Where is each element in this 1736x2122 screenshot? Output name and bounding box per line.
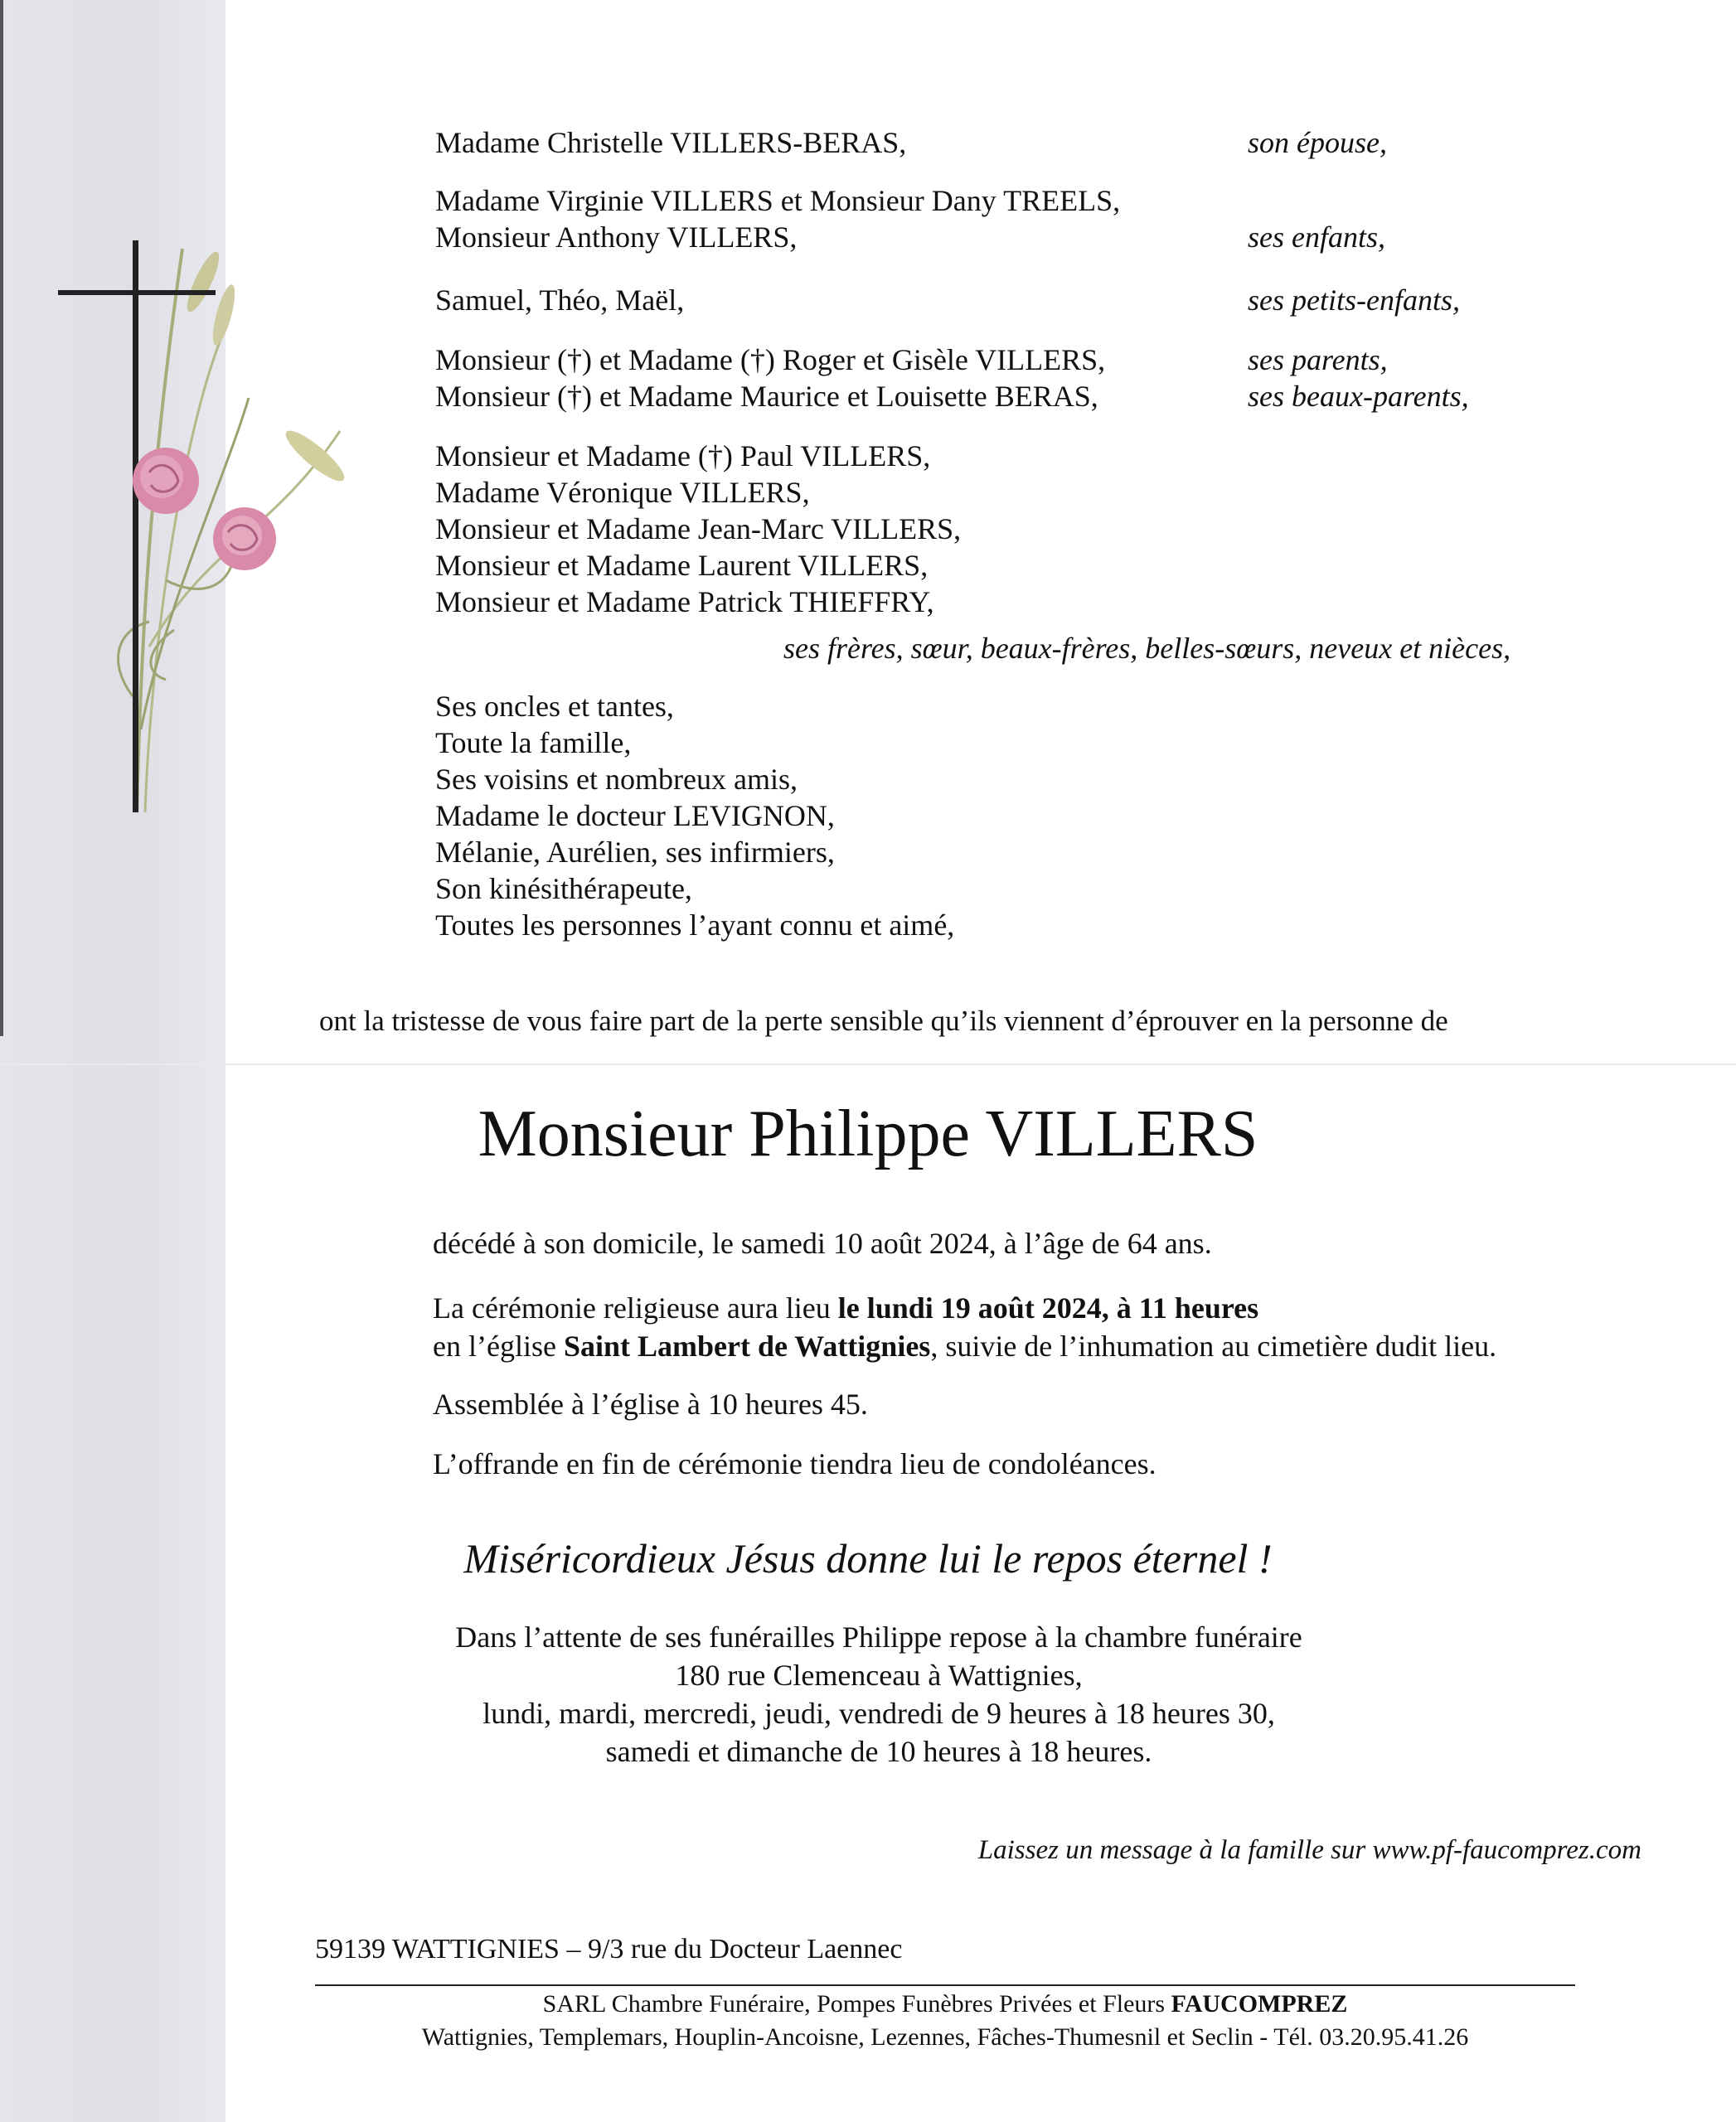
sibling-line: Monsieur et Madame (†) Paul VILLERS, — [435, 439, 931, 472]
ceremony-line-2 — [433, 1328, 1496, 1364]
in-laws-names: Monsieur (†) et Madame Maurice et Louisette BERAS, — [435, 380, 1098, 413]
funeral-home-line: Dans l’attente de ses funérailles Philippe repose à la chambre funéraire — [455, 1621, 1302, 1654]
child-line: Madame Virginie VILLERS et Monsieur Dany TREELS, — [435, 184, 1121, 217]
card-fold-line — [0, 1063, 1736, 1065]
ceremony-text: en l’église — [433, 1330, 564, 1363]
sibling-line: Monsieur et Madame Laurent VILLERS, — [435, 549, 929, 582]
other-mourners — [435, 688, 954, 943]
parents-relation: ses parents, — [1248, 343, 1388, 376]
footer-locations: Wattignies, Templemars, Houplin-Ancoisne, Lezennes, Fâches-Thumesnil et Seclin - Tél. 03.20.95.41.26 — [421, 2023, 1469, 2051]
cross-with-roses-and-wheat-icon — [58, 232, 373, 829]
death-line: décédé à son domicile, le samedi 10 août 2024, à l’âge de 64 ans. — [433, 1227, 1212, 1260]
offering-line: L’offrande en fin de cérémonie tiendra lieu de condoléances. — [433, 1447, 1157, 1480]
grandchildren-names: Samuel, Théo, Maël, — [435, 283, 685, 317]
ceremony-date: le lundi 19 août 2024, à 11 heures — [837, 1291, 1259, 1325]
funeral-home-line: samedi et dimanche de 10 heures à 18 heures. — [605, 1735, 1152, 1768]
footer-company-name: FAUCOMPREZ — [1171, 1990, 1348, 2018]
church-name: Saint Lambert de Wattignies — [563, 1330, 931, 1363]
children-names — [435, 182, 1120, 255]
sibling-line: Madame Véronique VILLERS, — [435, 476, 810, 509]
prayer-quote: Miséricordieux Jésus donne lui le repos éternel ! — [463, 1535, 1273, 1582]
funeral-home-block — [398, 1618, 1360, 1771]
footer — [315, 1988, 1575, 2054]
spouse-name: Madame Christelle VILLERS-BERAS, — [435, 126, 907, 159]
ceremony-line-1 — [433, 1290, 1258, 1326]
in-laws-relation: ses beaux-parents, — [1248, 380, 1469, 413]
child-line: Monsieur Anthony VILLERS, — [435, 220, 798, 254]
mourner-line: Madame le docteur LEVIGNON, — [435, 799, 835, 832]
siblings-names — [435, 438, 961, 620]
siblings-relation: ses frères, sœur, beaux-frères, belles-sœurs, neveux et nièces, — [783, 632, 1511, 665]
address-line: 59139 WATTIGNIES – 9/3 rue du Docteur Laennec — [315, 1934, 903, 1965]
mourner-line: Toute la famille, — [435, 726, 632, 759]
assembly-line: Assemblée à l’église à 10 heures 45. — [433, 1388, 868, 1421]
ceremony-text: La cérémonie religieuse aura lieu — [433, 1291, 838, 1325]
mourner-line: Son kinésithérapeute, — [435, 872, 692, 905]
mourner-line: Toutes les personnes l’ayant connu et aimé, — [435, 908, 955, 942]
sibling-line: Monsieur et Madame Jean-Marc VILLERS, — [435, 512, 962, 545]
footer-company-text: SARL Chambre Funéraire, Pompes Funèbres Privées et Fleurs — [542, 1990, 1171, 2018]
parents-names: Monsieur (†) et Madame (†) Roger et Gisèle VILLERS, — [435, 343, 1106, 376]
funeral-home-line: lundi, mardi, mercredi, jeudi, vendredi de 9 heures à 18 heures 30, — [482, 1697, 1275, 1730]
grandchildren-relation: ses petits-enfants, — [1248, 283, 1460, 317]
mourner-line: Mélanie, Aurélien, ses infirmiers, — [435, 836, 835, 869]
mourner-line: Ses voisins et nombreux amis, — [435, 763, 798, 796]
deceased-name: Monsieur Philippe VILLERS — [478, 1097, 1258, 1170]
footer-divider — [315, 1984, 1575, 1986]
funeral-home-line: 180 rue Clemenceau à Wattignies, — [675, 1659, 1083, 1692]
ceremony-text: , suivie de l’inhumation au cimetière dudit lieu. — [930, 1330, 1497, 1363]
footer-company — [315, 1988, 1575, 2021]
children-relation: ses enfants, — [1248, 220, 1385, 254]
sibling-line: Monsieur et Madame Patrick THIEFFRY, — [435, 585, 934, 618]
message-link[interactable]: Laissez un message à la famille sur www.pf-faucomprez.com — [977, 1835, 1641, 1865]
announcement-text: ont la tristesse de vous faire part de la perte sensible qu’ils viennent d’éprouver en la personne de — [319, 1005, 1448, 1037]
mourner-line: Ses oncles et tantes, — [435, 690, 674, 723]
scan-edge-shadow — [0, 0, 3, 1036]
spouse-relation: son épouse, — [1248, 126, 1387, 159]
